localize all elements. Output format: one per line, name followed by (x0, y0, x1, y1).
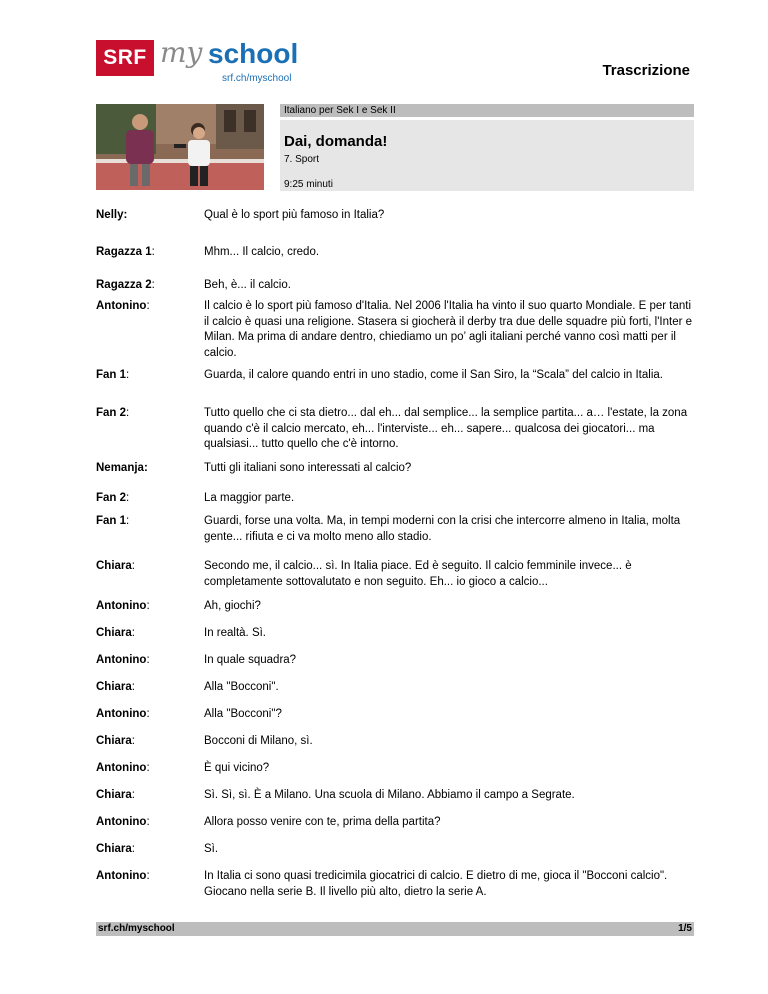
speaker-colon: : (126, 369, 130, 381)
speaker-label: Antonino (96, 600, 147, 612)
speaker-colon: : (131, 789, 135, 801)
speaker-name (96, 208, 127, 224)
utterance-text: Bocconi di Milano, sì. (204, 735, 313, 747)
srf-myschool-logo (96, 36, 306, 92)
speaker-label: Fan 2 (96, 407, 127, 419)
speaker-colon: : (126, 515, 130, 527)
utterance-text: Guardi, forse una volta. Ma, in tempi moderni con la crisi che intercorre almeno in Italia, molta gente... rifiuta e ci va molto meno allo stadio. (204, 515, 681, 543)
speaker-colon: : (146, 300, 150, 312)
utterance-text: In realtà. Sì. (204, 627, 267, 639)
speaker-name (96, 842, 135, 858)
speaker-name (96, 707, 150, 723)
speaker-colon: : (146, 708, 150, 720)
speaker-label: Antonino (96, 654, 147, 666)
utterance-text: La maggior parte. (204, 492, 295, 504)
speaker-name (96, 626, 135, 642)
speaker-name (96, 559, 135, 575)
speaker-label: Antonino (96, 870, 147, 882)
speaker-label: Antonino (96, 708, 147, 720)
speaker-colon: : (131, 843, 135, 855)
speaker-colon: : (143, 462, 148, 474)
speaker-colon: : (146, 600, 150, 612)
speaker-colon: : (146, 816, 150, 828)
speaker-colon: : (131, 627, 135, 639)
episode-duration: 9:25 minuti (284, 179, 333, 190)
speaker-name (96, 491, 129, 507)
speaker-colon: : (123, 209, 128, 221)
speaker-colon: : (131, 681, 135, 693)
speaker-label: Chiara (96, 843, 132, 855)
utterance-text: Tutti gli italiani sono interessati al calcio? (204, 462, 412, 474)
document-type: Trascrizione (602, 62, 690, 79)
logo-school-text: school (208, 38, 299, 69)
srf-logo-box: SRF (96, 40, 154, 76)
speaker-name (96, 734, 135, 750)
speaker-label: Chiara (96, 681, 132, 693)
utterance-text: Sì. Sì, sì. È a Milano. Una scuola di Milano. Abbiamo il campo a Segrate. (204, 789, 575, 801)
speaker-label: Fan 1 (96, 515, 127, 527)
episode-info-box (280, 120, 694, 191)
episode-number: 7. Sport (284, 154, 320, 165)
thumbnail-illustration (96, 104, 264, 190)
speaker-label: Antonino (96, 816, 147, 828)
speaker-name (96, 245, 155, 261)
utterance-text: Ah, giochi? (204, 600, 261, 612)
utterance-text: Alla "Bocconi". (204, 681, 279, 693)
speaker-label: Antonino (96, 300, 147, 312)
utterance-text: Tutto quello che ci sta dietro... dal eh... dal semplice... la semplice partita... a… l'estate, la zona quando c'è il calcio mercato, eh... l'interviste... eh... sapere... qualcosa dei giocatori... ma qualsiasi... tutto quello che c'è intorno. (204, 407, 688, 450)
utterance-text: Mhm... Il calcio, credo. (204, 246, 320, 258)
speaker-label: Chiara (96, 627, 132, 639)
speaker-label: Fan 1 (96, 369, 127, 381)
speaker-name (96, 406, 129, 422)
speaker-label: Ragazza 1 (96, 246, 152, 258)
speaker-colon: : (126, 407, 130, 419)
speaker-colon: : (131, 735, 135, 747)
speaker-colon: : (146, 762, 150, 774)
episode-thumbnail (96, 104, 264, 190)
speaker-name (96, 869, 150, 885)
speaker-colon: : (146, 870, 150, 882)
logo-url: srf.ch/myschool (222, 73, 292, 84)
speaker-colon: : (126, 492, 130, 504)
speaker-label: Ragazza 2 (96, 279, 152, 291)
utterance-text: Beh, è... il calcio. (204, 279, 291, 291)
utterance-text: Secondo me, il calcio... sì. In Italia piace. Ed è seguito. Il calcio femminile invece... è completamente sottovalutato e non seguito. Eh... io gioco a calcio... (204, 560, 632, 588)
speaker-label: Nelly (96, 209, 124, 221)
utterance-text: Sì. (204, 843, 219, 855)
footer-bar (96, 922, 694, 936)
utterance-text: Allora posso venire con te, prima della partita? (204, 816, 441, 828)
utterance-text: In quale squadra? (204, 654, 297, 666)
speaker-colon: : (151, 246, 155, 258)
speaker-name (96, 368, 129, 384)
speaker-name (96, 599, 150, 615)
speaker-name (96, 299, 150, 315)
speaker-label: Chiara (96, 789, 132, 801)
utterance-text: Qual è lo sport più famoso in Italia? (204, 209, 385, 221)
utterance-text: Guarda, il calore quando entri in uno stadio, come il San Siro, la “Scala” del calcio in Italia. (204, 369, 663, 381)
page-number: 1/5 (678, 923, 692, 934)
utterance-text: È qui vicino? (204, 762, 270, 774)
speaker-label: Chiara (96, 735, 132, 747)
speaker-name (96, 514, 129, 530)
speaker-name (96, 461, 148, 477)
speaker-colon: : (146, 654, 150, 666)
speaker-label: Fan 2 (96, 492, 127, 504)
speaker-label: Antonino (96, 762, 147, 774)
utterance-text: Alla "Bocconi"? (204, 708, 282, 720)
logo-my-text: my (160, 36, 203, 69)
subject-band: Italiano per Sek I e Sek II (280, 104, 694, 117)
speaker-name (96, 788, 135, 804)
speaker-name (96, 653, 150, 669)
footer-url: srf.ch/myschool (98, 923, 175, 934)
speaker-colon: : (131, 560, 135, 572)
utterance-text: In Italia ci sono quasi tredicimila giocatrici di calcio. E dietro di me, gioca il "Bocconi calcio". Giocano nella serie B. Il livello più alto, dietro la serie A. (204, 870, 668, 898)
speaker-name (96, 680, 135, 696)
speaker-name (96, 761, 150, 777)
speaker-colon: : (151, 279, 155, 291)
utterance-text: Il calcio è lo sport più famoso d'Italia. Nel 2006 l'Italia ha vinto il suo quarto Mondiale. E per tanti il calcio è quasi una religione. Stasera si giocherà il derby tra due delle squadre più forti, l'Inter e Milan. Ma prima di andare dentro, chiediamo un po’ agli italiani perché vanno così matti per il calcio. (204, 300, 693, 359)
speaker-label: Chiara (96, 560, 132, 572)
speaker-name (96, 278, 155, 294)
episode-title: Dai, domanda! (284, 133, 388, 150)
speaker-name (96, 815, 150, 831)
speaker-label: Nemanja (96, 462, 144, 474)
